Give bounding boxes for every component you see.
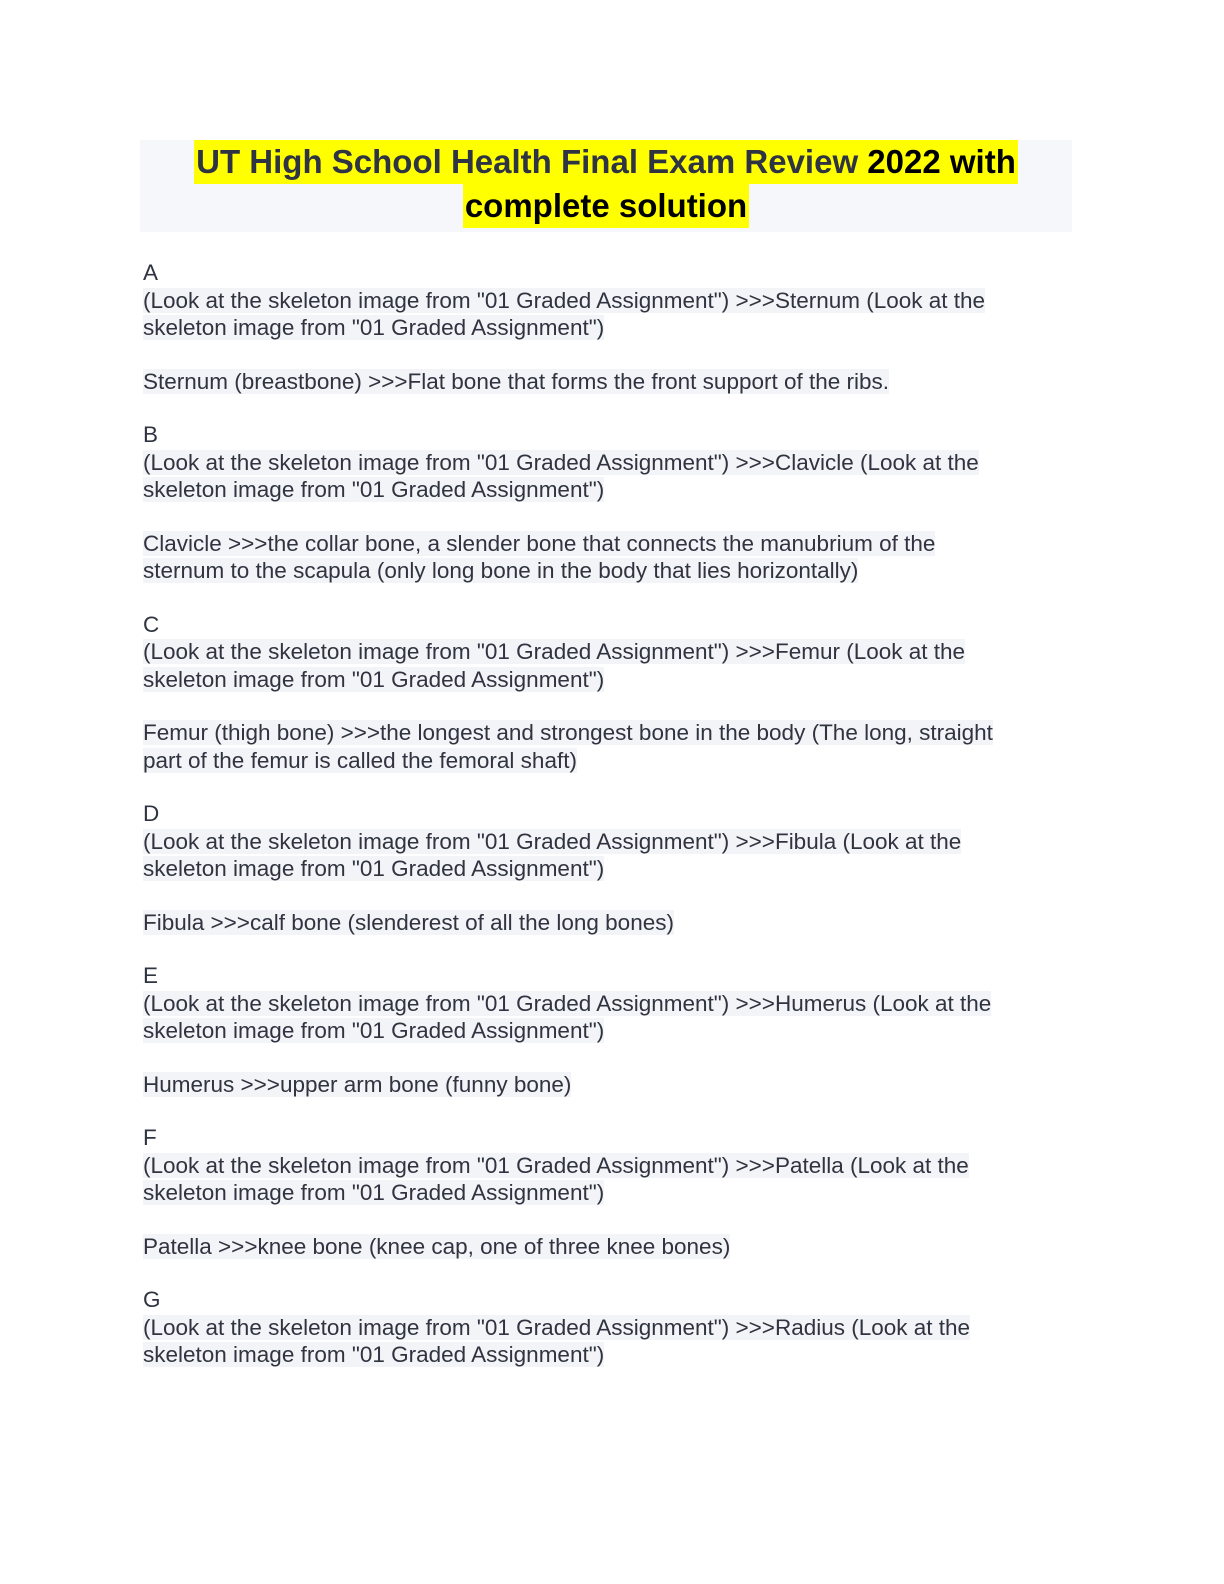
entry-definition [143,368,1073,396]
entry-prompt-line: (Look at the skeleton image from "01 Graded Assignment") >>>Sternum (Look at the [143,287,986,313]
entry-prompt-line: (Look at the skeleton image from "01 Graded Assignment") >>>Radius (Look at the [143,1314,971,1340]
entry-definition-line: Patella >>>knee bone (knee cap, one of three knee bones) [143,1233,731,1259]
flashcard-entry [143,800,1073,936]
title-year-text: 2022 with [867,143,1016,180]
entry-prompt-line: skeleton image from "01 Graded Assignment") [143,1342,605,1367]
entry-definition [143,1071,1073,1099]
entry-prompt-line: skeleton image from "01 Graded Assignment") [143,856,605,881]
entry-prompt-line: skeleton image from "01 Graded Assignment") [143,1018,605,1043]
entry-definition-line: Fibula >>>calf bone (slenderest of all the long bones) [143,909,674,935]
flashcard-entry [143,421,1073,585]
flashcard-entry [143,1124,1073,1260]
entry-prompt-line: skeleton image from "01 Graded Assignment") [143,477,605,502]
document-title [140,140,1072,232]
entry-letter: A [143,260,159,285]
entry-definition-line: Clavicle >>>the collar bone, a slender bone that connects the manubrium of the [143,530,936,556]
entry-letter: C [143,611,160,637]
entry-definition-line: Humerus >>>upper arm bone (funny bone) [143,1071,572,1097]
flashcard-entry [143,962,1073,1098]
flashcard-entry [143,259,1073,395]
entry-letter: G [143,1287,161,1312]
entry-definition-line: Femur (thigh bone) >>>the longest and strongest bone in the body (The long, straight [143,720,993,745]
entry-prompt-line: (Look at the skeleton image from "01 Graded Assignment") >>>Patella (Look at the [143,1152,969,1178]
entry-prompt-line: (Look at the skeleton image from "01 Graded Assignment") >>>Humerus (Look at the [143,990,992,1016]
entry-definition [143,909,1073,937]
entry-definition [143,719,1073,774]
entry-definition-line: part of the femur is called the femoral shaft) [143,747,577,773]
entry-prompt-line: (Look at the skeleton image from "01 Graded Assignment") >>>Clavicle (Look at the [143,449,979,475]
entry-definition-line: sternum to the scapula (only long bone in the body that lies horizontally) [143,558,859,583]
entry-prompt-line: skeleton image from "01 Graded Assignment") [143,1180,605,1205]
entry-prompt-line: skeleton image from "01 Graded Assignment") [143,666,605,692]
entry-letter: D [143,801,160,826]
flashcard-entry [143,611,1073,775]
title-main-text: UT High School Health Final Exam Review [196,143,868,180]
entry-definition [143,1233,1073,1261]
flashcard-entry [143,1286,1073,1369]
entry-letter: E [143,963,159,988]
title-line-2: complete solution [463,184,749,228]
entry-prompt-line: (Look at the skeleton image from "01 Graded Assignment") >>>Femur (Look at the [143,639,966,664]
entry-letter: B [143,422,159,447]
title-line-1 [194,140,1018,184]
entry-definition [143,530,1073,585]
flashcard-list [143,259,1073,1395]
entry-prompt-line: (Look at the skeleton image from "01 Graded Assignment") >>>Fibula (Look at the [143,828,962,854]
entry-definition-line: Sternum (breastbone) >>>Flat bone that forms the front support of the ribs. [143,368,890,394]
entry-prompt-line: skeleton image from "01 Graded Assignment") [143,315,605,340]
entry-letter: F [143,1125,157,1150]
